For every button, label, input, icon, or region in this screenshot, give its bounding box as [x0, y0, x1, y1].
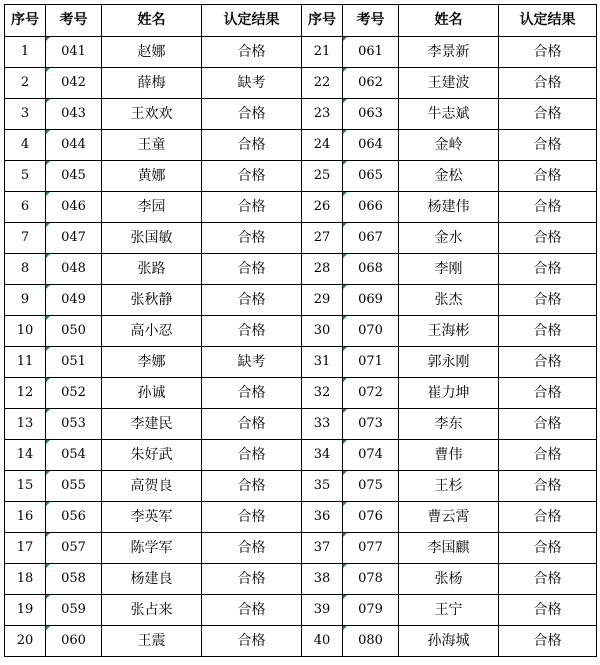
result-cell: 合格: [499, 595, 597, 626]
name-cell: 金水: [399, 223, 499, 254]
exam-no-cell: 045: [46, 161, 102, 192]
header-name-right: 姓名: [399, 5, 499, 37]
exam-no-cell: 077: [343, 533, 399, 564]
exam-no-cell: 049: [46, 285, 102, 316]
name-cell: 王杉: [399, 471, 499, 502]
name-cell: 孙海城: [399, 626, 499, 657]
seq-cell: 6: [5, 192, 46, 223]
result-cell: 合格: [499, 471, 597, 502]
name-cell: 曹伟: [399, 440, 499, 471]
result-cell: 合格: [202, 533, 302, 564]
header-result-left: 认定结果: [202, 5, 302, 37]
result-cell: 合格: [202, 564, 302, 595]
exam-no-cell: 051: [46, 347, 102, 378]
exam-no-cell: 054: [46, 440, 102, 471]
exam-no-cell: 056: [46, 502, 102, 533]
name-cell: 曹云霄: [399, 502, 499, 533]
seq-cell: 8: [5, 254, 46, 285]
table-row: [5, 316, 597, 347]
seq-cell: 14: [5, 440, 46, 471]
exam-no-cell: 072: [343, 378, 399, 409]
seq-cell: 15: [5, 471, 46, 502]
name-cell: 张杰: [399, 285, 499, 316]
exam-no-cell: 067: [343, 223, 399, 254]
seq-cell: 4: [5, 130, 46, 161]
table-row: [5, 99, 597, 130]
exam-no-cell: 042: [46, 68, 102, 99]
result-cell: 合格: [202, 99, 302, 130]
seq-cell: 9: [5, 285, 46, 316]
table-body: [5, 37, 597, 657]
table-row: [5, 440, 597, 471]
name-cell: 李国麒: [399, 533, 499, 564]
seq-cell: 35: [302, 471, 343, 502]
table-row: [5, 130, 597, 161]
result-cell: 合格: [202, 130, 302, 161]
exam-no-cell: 058: [46, 564, 102, 595]
seq-cell: 29: [302, 285, 343, 316]
table-row: [5, 37, 597, 68]
exam-no-cell: 073: [343, 409, 399, 440]
table-row: [5, 595, 597, 626]
name-cell: 李园: [102, 192, 202, 223]
table-row: [5, 347, 597, 378]
exam-no-cell: 061: [343, 37, 399, 68]
table-row: [5, 68, 597, 99]
header-exam-no-right: 考号: [343, 5, 399, 37]
table-row: [5, 564, 597, 595]
result-cell: 合格: [202, 595, 302, 626]
name-cell: 杨建良: [102, 564, 202, 595]
name-cell: 薛梅: [102, 68, 202, 99]
header-seq-left: 序号: [5, 5, 46, 37]
name-cell: 王海彬: [399, 316, 499, 347]
result-cell: 合格: [202, 192, 302, 223]
seq-cell: 33: [302, 409, 343, 440]
result-cell: 合格: [202, 254, 302, 285]
seq-cell: 2: [5, 68, 46, 99]
result-cell: 合格: [499, 316, 597, 347]
result-cell: 合格: [202, 316, 302, 347]
exam-no-cell: 075: [343, 471, 399, 502]
name-cell: 李东: [399, 409, 499, 440]
table-row: [5, 254, 597, 285]
result-cell: 合格: [202, 440, 302, 471]
name-cell: 王建波: [399, 68, 499, 99]
seq-cell: 37: [302, 533, 343, 564]
name-cell: 张占来: [102, 595, 202, 626]
name-cell: 崔力坤: [399, 378, 499, 409]
name-cell: 孙诚: [102, 378, 202, 409]
header-seq-right: 序号: [302, 5, 343, 37]
table-row: [5, 161, 597, 192]
name-cell: 张杨: [399, 564, 499, 595]
exam-no-cell: 078: [343, 564, 399, 595]
exam-no-cell: 076: [343, 502, 399, 533]
name-cell: 郭永刚: [399, 347, 499, 378]
exam-no-cell: 071: [343, 347, 399, 378]
name-cell: 赵娜: [102, 37, 202, 68]
seq-cell: 38: [302, 564, 343, 595]
table-row: [5, 409, 597, 440]
result-cell: 合格: [499, 161, 597, 192]
certification-results-table: [4, 4, 597, 657]
seq-cell: 17: [5, 533, 46, 564]
result-cell: 合格: [499, 68, 597, 99]
name-cell: 朱好武: [102, 440, 202, 471]
seq-cell: 22: [302, 68, 343, 99]
exam-no-cell: 062: [343, 68, 399, 99]
exam-no-cell: 074: [343, 440, 399, 471]
name-cell: 张国敏: [102, 223, 202, 254]
seq-cell: 5: [5, 161, 46, 192]
seq-cell: 32: [302, 378, 343, 409]
table-row: [5, 626, 597, 657]
name-cell: 李娜: [102, 347, 202, 378]
result-cell: 缺考: [202, 68, 302, 99]
exam-no-cell: 063: [343, 99, 399, 130]
seq-cell: 3: [5, 99, 46, 130]
name-cell: 李英军: [102, 502, 202, 533]
seq-cell: 31: [302, 347, 343, 378]
exam-no-cell: 064: [343, 130, 399, 161]
exam-no-cell: 059: [46, 595, 102, 626]
name-cell: 陈学军: [102, 533, 202, 564]
exam-no-cell: 065: [343, 161, 399, 192]
table-header-row: [5, 5, 597, 37]
seq-cell: 26: [302, 192, 343, 223]
result-cell: 合格: [202, 37, 302, 68]
result-cell: 合格: [499, 533, 597, 564]
result-cell: 合格: [499, 285, 597, 316]
name-cell: 金松: [399, 161, 499, 192]
result-cell: 合格: [499, 254, 597, 285]
seq-cell: 23: [302, 99, 343, 130]
name-cell: 李景新: [399, 37, 499, 68]
name-cell: 黄娜: [102, 161, 202, 192]
exam-no-cell: 069: [343, 285, 399, 316]
result-cell: 合格: [499, 223, 597, 254]
seq-cell: 25: [302, 161, 343, 192]
table-row: [5, 533, 597, 564]
seq-cell: 10: [5, 316, 46, 347]
result-cell: 合格: [202, 285, 302, 316]
seq-cell: 18: [5, 564, 46, 595]
result-cell: 合格: [499, 99, 597, 130]
header-exam-no-left: 考号: [46, 5, 102, 37]
name-cell: 金岭: [399, 130, 499, 161]
result-cell: 合格: [202, 626, 302, 657]
exam-no-cell: 052: [46, 378, 102, 409]
exam-no-cell: 044: [46, 130, 102, 161]
name-cell: 张路: [102, 254, 202, 285]
table-row: [5, 223, 597, 254]
exam-no-cell: 080: [343, 626, 399, 657]
exam-no-cell: 041: [46, 37, 102, 68]
result-cell: 合格: [499, 192, 597, 223]
result-cell: 合格: [202, 378, 302, 409]
table-row: [5, 378, 597, 409]
name-cell: 王欢欢: [102, 99, 202, 130]
table-row: [5, 285, 597, 316]
table-row: [5, 502, 597, 533]
header-result-right: 认定结果: [499, 5, 597, 37]
exam-no-cell: 043: [46, 99, 102, 130]
exam-no-cell: 070: [343, 316, 399, 347]
seq-cell: 20: [5, 626, 46, 657]
name-cell: 杨建伟: [399, 192, 499, 223]
result-cell: 合格: [202, 409, 302, 440]
result-cell: 合格: [499, 378, 597, 409]
name-cell: 王宁: [399, 595, 499, 626]
result-cell: 合格: [499, 409, 597, 440]
exam-no-cell: 046: [46, 192, 102, 223]
result-cell: 合格: [499, 626, 597, 657]
seq-cell: 27: [302, 223, 343, 254]
seq-cell: 13: [5, 409, 46, 440]
seq-cell: 39: [302, 595, 343, 626]
name-cell: 李刚: [399, 254, 499, 285]
seq-cell: 1: [5, 37, 46, 68]
name-cell: 王童: [102, 130, 202, 161]
result-cell: 合格: [499, 502, 597, 533]
result-cell: 缺考: [202, 347, 302, 378]
result-cell: 合格: [202, 223, 302, 254]
result-cell: 合格: [499, 347, 597, 378]
exam-no-cell: 060: [46, 626, 102, 657]
result-cell: 合格: [202, 502, 302, 533]
exam-no-cell: 066: [343, 192, 399, 223]
name-cell: 牛志斌: [399, 99, 499, 130]
result-cell: 合格: [499, 130, 597, 161]
table-row: [5, 192, 597, 223]
exam-no-cell: 068: [343, 254, 399, 285]
seq-cell: 11: [5, 347, 46, 378]
seq-cell: 24: [302, 130, 343, 161]
seq-cell: 7: [5, 223, 46, 254]
seq-cell: 16: [5, 502, 46, 533]
name-cell: 王震: [102, 626, 202, 657]
result-cell: 合格: [499, 440, 597, 471]
header-name-left: 姓名: [102, 5, 202, 37]
seq-cell: 19: [5, 595, 46, 626]
exam-no-cell: 053: [46, 409, 102, 440]
seq-cell: 28: [302, 254, 343, 285]
name-cell: 高贺良: [102, 471, 202, 502]
exam-no-cell: 050: [46, 316, 102, 347]
result-cell: 合格: [499, 37, 597, 68]
seq-cell: 21: [302, 37, 343, 68]
result-cell: 合格: [499, 564, 597, 595]
exam-no-cell: 057: [46, 533, 102, 564]
exam-no-cell: 048: [46, 254, 102, 285]
name-cell: 高小忍: [102, 316, 202, 347]
name-cell: 张秋静: [102, 285, 202, 316]
result-cell: 合格: [202, 161, 302, 192]
name-cell: 李建民: [102, 409, 202, 440]
exam-no-cell: 079: [343, 595, 399, 626]
exam-no-cell: 047: [46, 223, 102, 254]
seq-cell: 36: [302, 502, 343, 533]
result-cell: 合格: [202, 471, 302, 502]
seq-cell: 12: [5, 378, 46, 409]
exam-no-cell: 055: [46, 471, 102, 502]
seq-cell: 30: [302, 316, 343, 347]
table-row: [5, 471, 597, 502]
seq-cell: 34: [302, 440, 343, 471]
seq-cell: 40: [302, 626, 343, 657]
